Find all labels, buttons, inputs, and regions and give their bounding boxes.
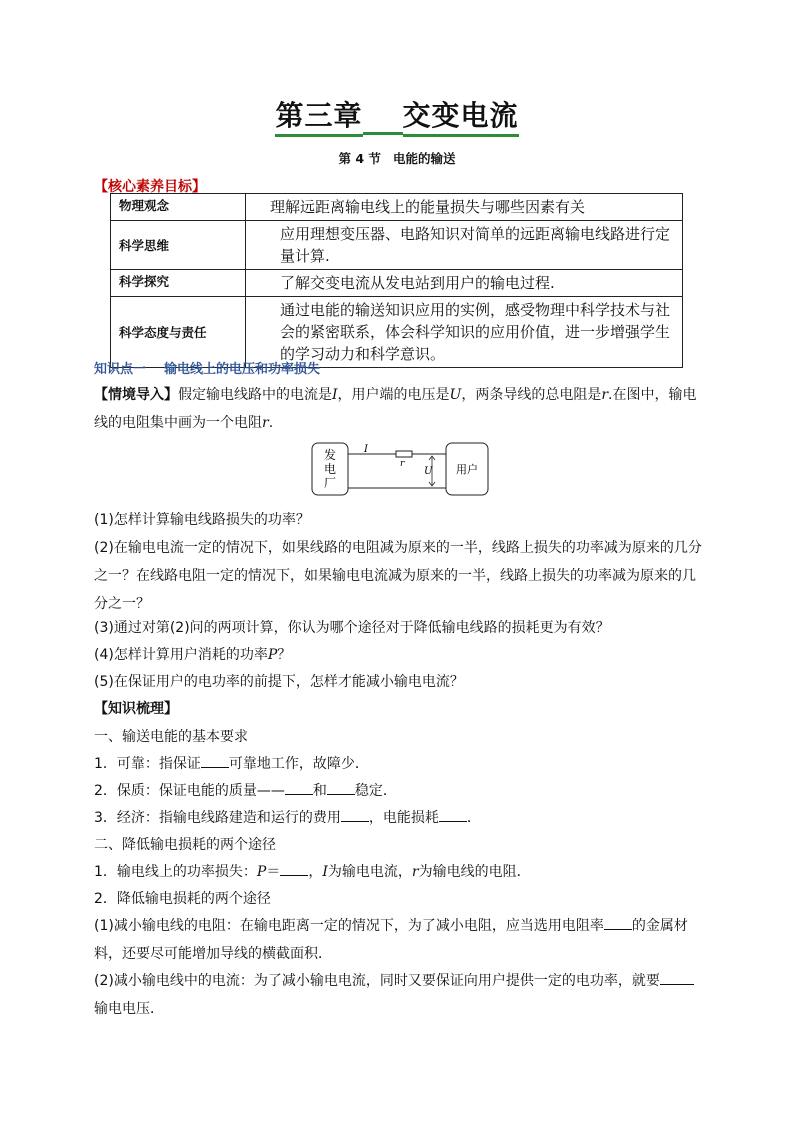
question-5: (5)在保证用户的电功率的前提下，怎样才能减小输电电流？ [94,674,464,690]
line-text: 可靠地工作，故障少． [228,756,369,772]
intro-text: ，用户端的电压是 [337,387,450,403]
question-text: (4)怎样计算用户消耗的功率 [94,647,268,663]
symbol-I: I [332,387,338,403]
line-text: 为输电线的电阻． [418,864,531,880]
question-text: ？ [277,647,292,663]
voltage-label: U [424,466,433,477]
chapter-number: 第三章 [275,99,362,137]
scenario-intro [94,381,706,437]
question-4 [94,641,706,669]
chapter-title [0,94,794,135]
line-text: 3．经济：指输电线路建造和运行的费用 [94,810,341,826]
section-name: 电能的输送 [392,151,456,166]
line-text: 为输电电流， [327,864,412,880]
goal-value: 了解交变电流从发电站到用户的输电过程. [246,270,683,297]
intro-text: . [268,415,274,431]
requirement-reliable [94,750,706,778]
fill-blank[interactable] [201,753,229,768]
fill-blank[interactable] [280,861,308,876]
knowledge-point-heading [94,358,320,377]
two-ways-line: 2．降低输电损耗的两个途径 [94,891,271,907]
plant-label: 厂 [323,476,337,490]
goal-value: 理解远距离输电线上的能量损失与哪些因素有关 [246,194,683,221]
line-text: ＝ [266,864,281,880]
question-3: (3)通过对第(2)问的两项计算，你认为哪个途径对于降低输电线路的损耗更为有效？ [94,620,610,636]
review-heading-2: 二、降低输电损耗的两个途径 [94,837,276,853]
core-goals-table [110,193,683,368]
section-number: 第 4 节 [338,151,381,166]
intro-text: .在图中，输电线的电阻集中画为一个电阻 [94,387,697,431]
line-text: 和 [312,783,327,799]
symbol-P: P [267,647,278,663]
fill-blank[interactable] [341,807,369,822]
review-heading-1: 一、输送电能的基本要求 [94,729,248,745]
resistance-label: r [400,459,405,469]
line-text: 1．可靠：指保证 [94,756,201,772]
chapter-topic: 交变电流 [403,99,519,137]
plant-label: 发 [323,448,337,462]
symbol-I: I [322,864,328,880]
question-2: (2)在输电电流一定的情况下，如果线路的电阻减为原来的一半，线路上损失的功率减为原来的几分之一？在线路电阻一定的情况下，如果输电电流减为原来的一半，线路上损失的功率减为原来的几分之一？ [94,540,702,612]
core-goals-label: 【核心素养目标】 [94,179,206,195]
symbol-P: P [256,864,267,880]
line-text: ． [466,810,481,826]
intro-text: 假定输电线路中的电流是 [178,387,332,403]
requirement-quality [94,777,706,805]
fill-blank[interactable] [660,970,694,985]
intro-text: ，两条导线的总电阻是 [461,387,602,403]
fill-blank[interactable] [285,780,313,795]
line-text: 稳定． [354,783,397,799]
requirement-economy [94,804,706,832]
goal-value: 通过电能的输送知识应用的实例，感受物理中科学技术与社会的紧密联系，体会科学知识的应用价值，进一步增强学生的学习动力和科学意识。 [246,297,683,368]
section-title [0,149,794,167]
line-text: (1)减小输电线的电阻：在输电距离一定的情况下，为了减小电阻，应当选用电阻率 [94,918,604,934]
table-row [111,297,683,368]
line-text: 的金属材料，还要尽可能增加导线的横截面积． [94,918,688,962]
line-text: ， [308,864,323,880]
goal-key: 物理观念 [111,194,246,221]
fill-blank[interactable] [604,915,632,930]
symbol-r: r [601,387,609,403]
table-row [111,194,683,221]
fill-blank[interactable] [439,807,467,822]
line-text: 输电电压． [94,1001,164,1017]
table-row [111,270,683,297]
question-1: (1)怎样计算输电线路损失的功率？ [94,512,310,528]
knowledge-point-number: 知识点一 [94,362,147,377]
line-text: (2)减小输电线中的电流：为了减小输电电流，同时又要保证向用户提供一定的电功率，就要 [94,973,660,989]
table-row [111,221,683,270]
symbol-U: U [449,387,462,403]
power-loss-line [94,858,706,886]
goal-value: 应用理想变压器、电路知识对简单的远距离输电线路进行定量计算. [246,221,683,270]
goal-key: 科学探究 [111,270,246,297]
line-text: ，电能损耗 [368,810,439,826]
goal-key: 科学思维 [111,221,246,270]
symbol-r: r [262,415,269,431]
symbol-r: r [411,864,419,880]
line-text: 2．保质：保证电能的质量—— [94,783,285,799]
title-underline-gap [363,99,403,135]
fill-blank[interactable] [327,780,355,795]
plant-label: 电 [323,462,337,476]
transmission-circuit-diagram [308,441,492,497]
reduce-current-line [94,967,706,1023]
review-label: 【知识梳理】 [94,701,178,717]
resistor-r [396,451,412,457]
goal-key: 科学态度与责任 [111,297,246,368]
reduce-resistance-line [94,912,706,968]
knowledge-point-title: 输电线上的电压和功率损失 [164,362,321,377]
user-label: 用户 [456,463,478,476]
current-label: I [364,444,368,455]
line-text: 1．输电线上的功率损失： [94,864,257,880]
scenario-label: 【情境导入】 [94,387,178,403]
